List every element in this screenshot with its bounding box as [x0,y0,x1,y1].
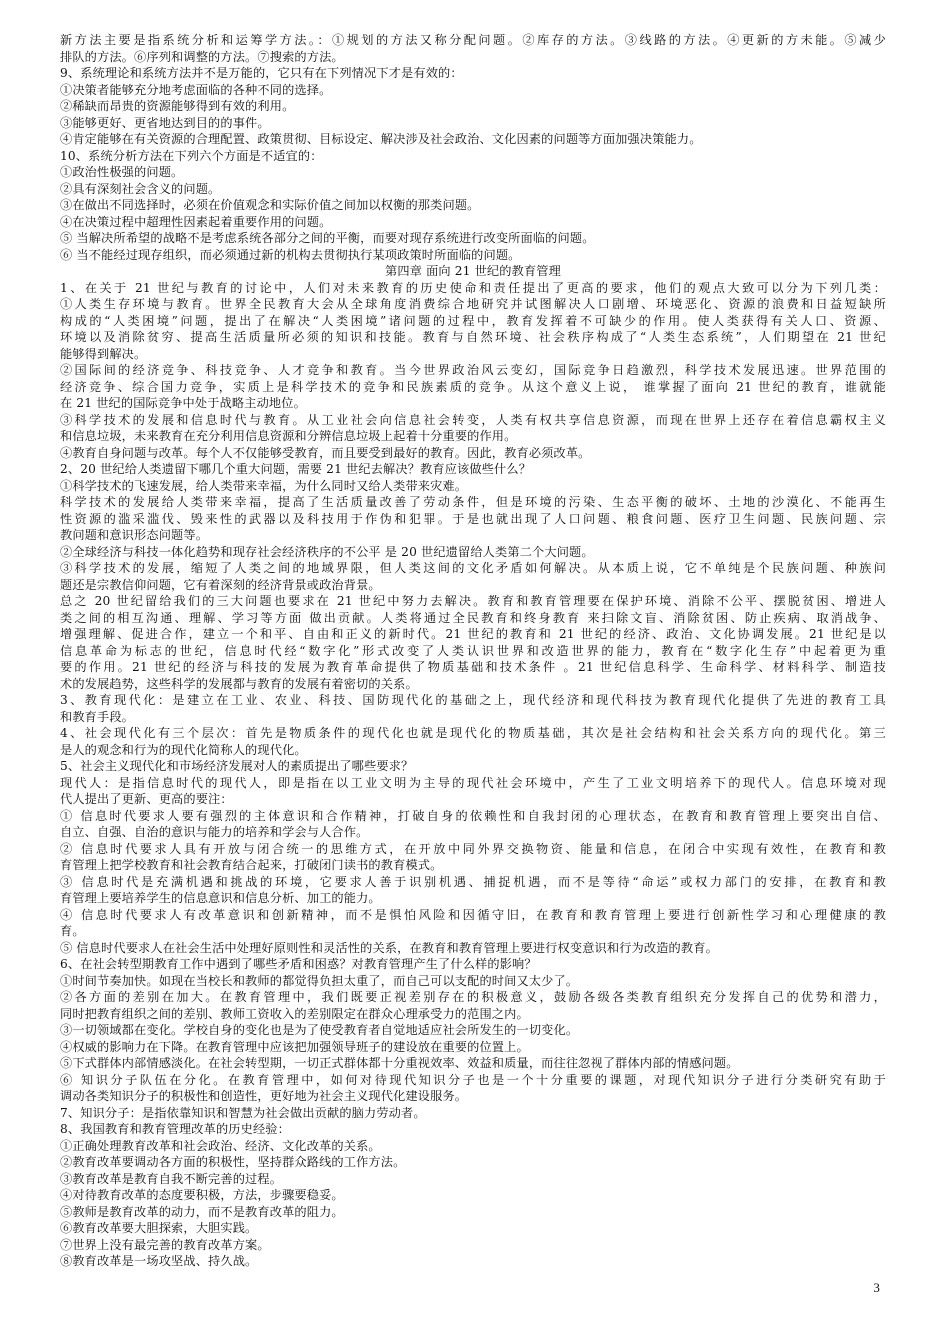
text-line: 增强理解、促进合作，建立一个和平、自由和正义的新时代。21 世纪的教育和 21 世纪的经济、政治、文化协调发展。21 世纪是以 [60,627,886,641]
text-line: 科学技术的发展给人类带来幸福，提高了生活质量改善了劳动条件，但是环境的污染、生态平衡的破坏、土地的沙漠化、不能再生 [60,495,886,509]
text-line: ③科学技术的发展和信息时代与教育。从工业社会向信息社会转变，人类有权共享信息资源，而现在世界上还存在着信息霸权主义 [60,412,886,427]
text-line: ⑥ 当不能经过现存组织，而必须通过新的机构去贯彻执行某项政策时所面临的问题。 [60,247,521,262]
text-line: ②全球经济与科技一体化趋势和现存社会经济秩序的不公平 是 20 世纪遗留给人类第二个大问题。 [60,544,594,559]
text-line: ③能够更好、更省地达到目的的事件。 [60,115,270,130]
text-line: ③教育改革是教育自我不断完善的过程。 [60,1171,283,1186]
text-line: ①人类生存环境与教育。世界全民教育大会从全球角度消费综合地研究并试图解决人口剧增、环境恶化、资源的浪费和日益短缺所 [60,297,886,311]
text-line: 能够得到解决。 [60,346,147,361]
text-line: 7、知识分子：是指依靠知识和智慧为社会做出贡献的脑力劳动者。 [60,1105,426,1120]
text-line: 现代人：是指信息时代的现代人，即是指在以工业文明为主导的现代社会环境中，产生了工业文明培养下的现代人。信息环境对现 [60,775,886,790]
text-line: 环境以及消除贫穷、提高生活质量所必须的知识和技能。教育与自然环境、社会秩序构成了“人类生态系统”，人们期望在 21 世纪 [60,330,886,344]
text-line: ②各方面的差别在加大。在教育管理中，我们既要正视差别存在的积极意义，鼓励各级各类教育组织充分发挥自己的优势和潜力， [60,990,886,1004]
text-line: ⑦世界上没有最完善的教育改革方案。 [60,1237,270,1252]
text-line: ②稀缺而昂贵的资源能够得到有效的利用。 [60,99,295,113]
text-line: 10、系统分析方法在下列六个方面是不适宜的： [60,148,323,163]
text-line: 育管理上要培养学生的信息意识和信息分析、加工的能力。 [60,891,381,905]
text-line: ⑤ 当解决所希望的战略不是考虑系统各部分之间的平衡，而要对现存系统进行改变所面临的问题。 [60,231,595,245]
text-line: ①政治性极强的问题。 [60,165,184,179]
page-number: 3 [873,1280,880,1295]
text-line: ①时间节奏加快。如现在当校长和教师的都觉得负担太重了，而自己可以支配的时间又太少了。 [60,973,579,988]
text-line: 构成的“人类困境”问题，提出了在解决“人类困境”诸问题的过程中，教育发挥着不可缺少的作用。使人类获得有关人口、资源、 [60,313,886,328]
text-line: ③科学技术的发展，缩短了人类之间的地域界限，但人类这间的文化矛盾如何解决。从本质上说，它不单纯是个民族问题、种族问 [60,561,886,575]
text-line: ①科学技术的飞速发展，给人类带来幸福，为什么同时又给人类带来灾难。 [60,478,468,493]
text-line: 代人提出了更新、更高的要注： [60,792,233,806]
text-line: 和教育手段。 [60,709,135,724]
text-line: 排队的方法。⑥序列和调整的方法。⑦搜索的方法。 [60,49,344,64]
document-body [60,0,886,1270]
text-line: ⑥教育改革要大胆探索，大胆实践。 [60,1221,258,1235]
text-line: ① 信息时代要求人要有强烈的主体意识和合作精神，打破自身的依赖性和自我封闭的心理状态，在教育和教育管理上要突出自信、 [60,808,886,823]
text-line: ②国际间的经济竞争、科技竞争、人才竞争和教育。当今世界政治风云变幻，国际竞争日趋激烈，科学技术发展迅速。世界范围的 [60,363,886,377]
text-line: 信息革命为标志的世纪，信息时代经“数字化”形式改变了人类认识世界和改造世界的能力，教育在“数字化生存”中起着更为重 [60,643,886,658]
text-line: ④权威的影响力在下降。在教育管理中应该把加强领导班子的建设放在重要的位置上。 [60,1039,529,1054]
text-line: 术的发展趋势，这些科学的发展都与教育的发展有着密切的关系。 [60,676,418,691]
text-line: 4、社会现代化有三个层次：首先是物质条件的现代化也就是现代化的物质基础，其次是社会结构和社会关系方向的现代化。第三 [60,726,886,740]
text-line: ③一切领域都在变化。学校自身的变化也是为了使受教育者自觉地适应社会所发生的一切变化。 [60,1023,579,1037]
text-line: ④在决策过程中超理性因素起着重要作用的问题。 [60,214,332,229]
text-line: 9、系统理论和系统方法并不是万能的，它只有在下列情况下才是有效的： [60,66,463,80]
chapter-heading: 第四章 面向 21 世纪的教育管理 [385,264,561,278]
text-line: 在 21 世纪的国际竞争中处于战略主动地位。 [60,396,306,410]
text-line: ②教育改革要调动各方面的积极性，坚持群众路线的工作方法。 [60,1155,406,1169]
text-line: 6、在社会转型期教育工作中遇到了哪些矛盾和困惑？对教育管理产生了什么样的影响？ [60,957,537,971]
text-line: 经济竞争、综合国力竞争，实质上是科学技术的竞争和民族素质的竞争。从这个意义上说， 谁掌握了面向 21 世纪的教育，谁就能 [60,379,886,394]
text-line: ③ 信息时代是充满机遇和挑战的环境，它要求人善于识别机遇、捕捉机遇，而不是等待“命运”或权力部门的安排，在教育和教 [60,874,886,889]
text-line: ④教育自身问题与改革。每个人不仅能够受教育，而且要受到最好的教育。因此，教育必须改革。 [60,445,591,460]
text-line: ④ 信息时代要求人有改革意识和创新精神，而不是惧怕风险和因循守旧，在教育和教育管理上要进行创新性学习和心理健康的教 [60,907,886,922]
text-line: 同时把教育组织之间的差别、教师工资收入的差别限定在群众心理承受力的范围之内。 [60,1006,529,1021]
text-line: ④对待教育改革的态度要积极，方法，步骤要稳妥。 [60,1188,344,1202]
text-line: ⑤下式群体内部情感淡化。在社会转型期，一切正式群体都十分重视效率、效益和质量，而往往忽视了群体内部的情感问题。 [60,1056,739,1070]
text-line: ③在做出不同选择时，必须在价值观念和实际价值之间加以权衡的那类问题。 [60,198,480,212]
text-line: 和信息垃圾，未来教育在充分利用信息资源和分辨信息垃圾上起着十分重要的作用。 [60,429,517,443]
text-line: 要的作用。21 世纪的经济与科技的发展为教育革命提供了物质基础和技术条件 。21 世纪信息科学、生命科学、材料科学、制造技 [60,660,886,674]
text-line: ⑧教育改革是一场攻坚战、持久战。 [60,1254,258,1268]
text-line: 5、社会主义现代化和市场经济发展对人的素质提出了哪些要求？ [60,759,414,773]
text-line: 总之 20 世纪留给我们的三大问题也要求在 21 世纪中努力去解决。教育和教育管理要在保护环境、消除不公平、摆脱贫困、增进人 [60,594,886,608]
text-line: ② 信息时代要求人具有开放与闭合统一的思维方式，在开放中同外界交换物资、能量和信息，在闭合中实现有效性，在教育和教 [60,841,886,856]
text-line: 性资源的滥采滥伐、毁来性的武器以及科技用于作伪和犯罪。于是也就出现了人口问题、粮食问题、医疗卫生问题、民族问题、宗 [60,511,886,526]
text-line: ①决策者能够充分地考虑面临的各种不同的选择。 [60,82,332,97]
text-line: 教问题和意识形态问题等。 [60,528,209,542]
text-line: 类之间的相互沟通、理解、学习等方面 做出贡献。人类将通过全民教育和终身教育 来扫除文盲、消除贫困、防止疾病、取消战争、 [60,610,886,625]
document-page [60,0,886,1344]
text-line: 2、20 世纪给人类遗留下哪几个重大问题，需要 21 世纪去解决？教育应该做些什么？ [60,462,532,476]
text-line: ⑤ 信息时代要求人在社会生活中处理好原则性和灵活性的关系，在教育和教育管理上要进行权变意识和行为改造的教育。 [60,940,718,955]
text-line: 题还是宗教信仰问题，它有着深刻的经济背景或政治背景。 [60,577,381,592]
text-line: 育。 [60,924,85,938]
text-line: 育管理上把学校教育和社会教育结合起来，打破闭门读书的教育模式。 [60,858,443,872]
text-line: 1、在关于 21 世纪与教育的讨论中，人们对未来教育的历史使命和责任提出了更高的要求，他们的观点大致可以分为下列几类： [60,280,886,295]
text-line: 自立、自强、自治的意识与能力的培养和学会与人合作。 [60,825,369,839]
text-line: ④肯定能够在有关资源的合理配置、政策贯彻、目标设定、解决涉及社会政治、文化因素的问题等方面加强决策能力。 [60,132,702,146]
text-line: 新方法主要是指系统分析和运筹学方法。：①规划的方法又称分配问题。②库存的方法。③线路的方法。④更新的方未能。⑤减少 [60,33,886,47]
text-line: 3、教育现代化：是建立在工业、农业、科技、国防现代化的基础之上，现代经济和现代科技为教育现代化提供了先进的教育工具 [60,693,886,707]
text-line: ⑥ 知识分子队伍在分化。在教育管理中，如何对待现代知识分子也是一个十分重要的课题，对现代知识分子进行分类研究有助于 [60,1072,886,1087]
text-line: 调动各类知识分子的积极性和创造性，更好地为社会主义现代化建设服务。 [60,1089,468,1103]
text-line: 是人的观念和行为的现代化简称人的现代化。 [60,742,307,757]
text-line: ②具有深刻社会含义的问题。 [60,181,221,196]
text-line: ①正确处理教育改革和社会政治、经济、文化改革的关系。 [60,1138,381,1153]
text-line: 8、我国教育和教育管理改革的历史经验： [60,1122,290,1136]
text-line: ⑤教师是教育改革的动力，而不是教育改革的阻力。 [60,1204,344,1219]
